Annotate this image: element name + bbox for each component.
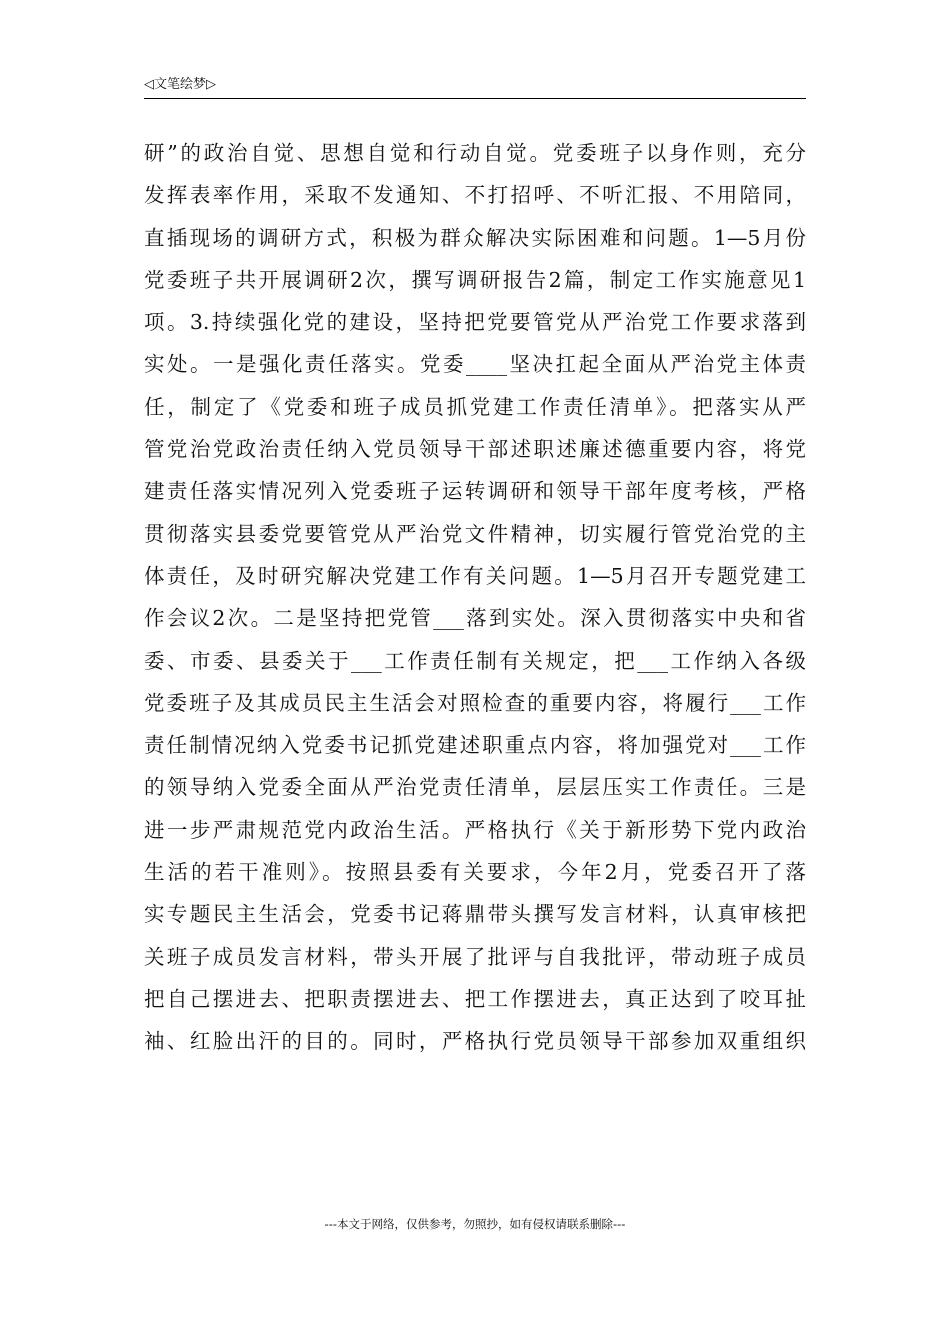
page-footer: ---本文于网络，仅供参考，勿照抄，如有侵权请联系删除--- (324, 1217, 626, 1231)
body-line: 项。3.持续强化党的建设，坚持把党要管党从严治党工作要求落到 (144, 310, 806, 335)
body-line: 实处。一是强化责任落实。党委____坚决扛起全面从严治党主体责 (144, 352, 806, 377)
body-line: 生活的若干准则》。按照县委有关要求，今年2月，党委召开了落 (144, 860, 806, 885)
body-line: 体责任，及时研究解决党建工作有关问题。1—5月召开专题党建工 (144, 563, 806, 588)
body-line: 任，制定了《党委和班子成员抓党建工作责任清单》。把落实从严 (144, 394, 806, 419)
body-line: 管党治党政治责任纳入党员领导干部述职述廉述德重要内容，将党 (144, 437, 806, 462)
body-line: 的领导纳入党委全面从严治党责任清单，层层压实工作责任。三是 (144, 775, 806, 800)
body-line: 委、市委、县委关于___工作责任制有关规定，把___工作纳入各级 (144, 648, 806, 673)
body-line: 直插现场的调研方式，积极为群众解决实际困难和问题。1—5月份 (144, 225, 806, 250)
body-line: 发挥表率作用，采取不发通知、不打招呼、不听汇报、不用陪同， (144, 183, 806, 208)
body-line: 作会议2次。二是坚持把党管___落到实处。深入贯彻落实中央和省 (144, 606, 806, 631)
body-line: 袖、红脸出汗的目的。同时，严格执行党员领导干部参加双重组织 (144, 1029, 806, 1054)
body-line: 党委班子共开展调研2次，撰写调研报告2篇，制定工作实施意见1 (144, 267, 806, 292)
body-line: 贯彻落实县委党要管党从严治党文件精神，切实履行管党治党的主 (144, 521, 806, 546)
body-line: 实专题民主生活会，党委书记蒋鼎带头撰写发言材料，认真审核把 (144, 902, 806, 927)
body-line: 关班子成员发言材料，带头开展了批评与自我批评，带动班子成员 (144, 944, 806, 969)
document-body (144, 132, 806, 1063)
body-line: 党委班子及其成员民主生活会对照检查的重要内容，将履行___工作 (144, 690, 806, 715)
body-line: 研”的政治自觉、思想自觉和行动自觉。党委班子以身作则，充分 (144, 141, 806, 165)
body-line: 责任制情况纳入党委书记抓党建述职重点内容，将加强党对___工作 (144, 733, 806, 758)
body-line: 建责任落实情况列入党委班子运转调研和领导干部年度考核，严格 (144, 479, 806, 504)
body-line: 把自己摆进去、把职责摆进去、把工作摆进去，真正达到了咬耳扯 (144, 986, 806, 1011)
page-header (144, 76, 806, 99)
header-brand: ◁文笔绘梦▷ (144, 77, 216, 92)
body-line: 进一步严肃规范党内政治生活。严格执行《关于新形势下党内政治 (144, 817, 806, 842)
